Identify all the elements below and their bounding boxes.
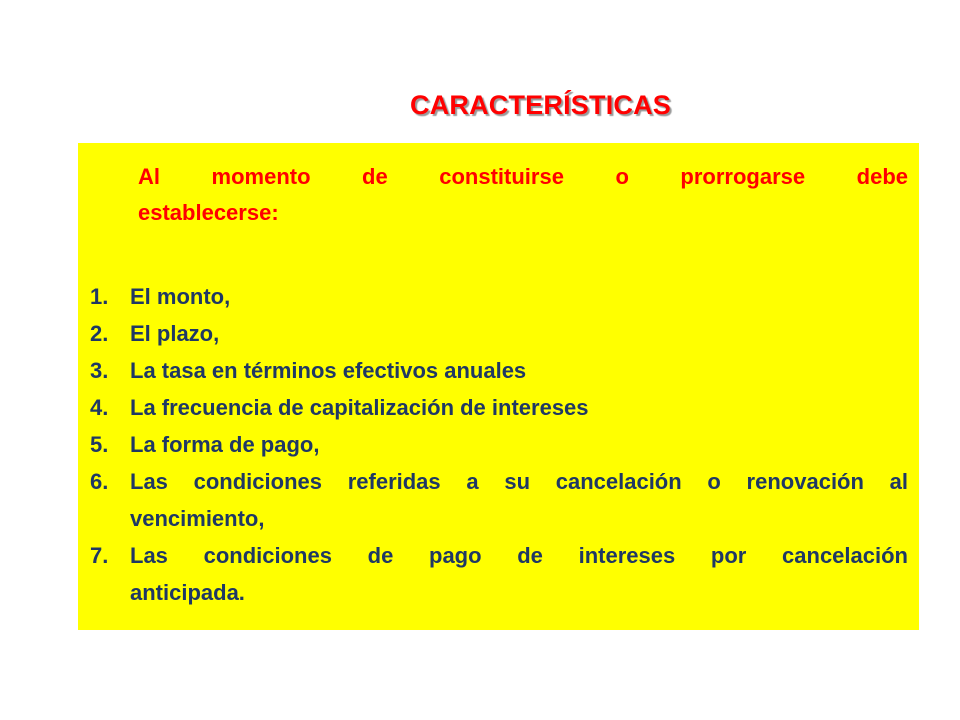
item-number: 2. <box>90 321 109 346</box>
list-item-plazo <box>90 315 908 352</box>
list-item-monto <box>90 278 908 315</box>
intro-line-2: establecerse: <box>138 200 279 225</box>
item-text: La tasa en términos efectivos anuales <box>130 358 527 383</box>
item-number: 3. <box>90 358 109 383</box>
characteristics-list <box>90 278 908 611</box>
item-number: 7. <box>90 543 109 568</box>
intro-paragraph <box>138 159 908 231</box>
item-text: El monto, <box>130 284 231 309</box>
list-item-forma-pago <box>90 426 908 463</box>
item-text: La frecuencia de capitalización de intereses <box>130 395 589 420</box>
item-text-line-2: anticipada. <box>130 580 245 605</box>
list-item-frecuencia <box>90 389 908 426</box>
item-number: 6. <box>90 469 109 494</box>
item-text-line-1: Las condiciones de pago de intereses por cancelación <box>130 543 908 568</box>
item-number: 5. <box>90 432 109 457</box>
item-text-line-2: vencimiento, <box>130 506 265 531</box>
item-text: El plazo, <box>130 321 220 346</box>
list-item-tasa <box>90 352 908 389</box>
list-item-condiciones-cancelacion <box>90 463 908 537</box>
item-text: La forma de pago, <box>130 432 320 457</box>
item-text-line-1: Las condiciones referidas a su cancelación o renovación al <box>130 469 908 494</box>
item-number: 1. <box>90 284 109 309</box>
slide-title: CARACTERÍSTICAS <box>410 90 672 120</box>
list-item-condiciones-pago <box>90 537 908 611</box>
item-number: 4. <box>90 395 109 420</box>
content-box <box>78 143 919 630</box>
intro-line-1: Al momento de constituirse o prorrogarse debe <box>138 164 908 189</box>
